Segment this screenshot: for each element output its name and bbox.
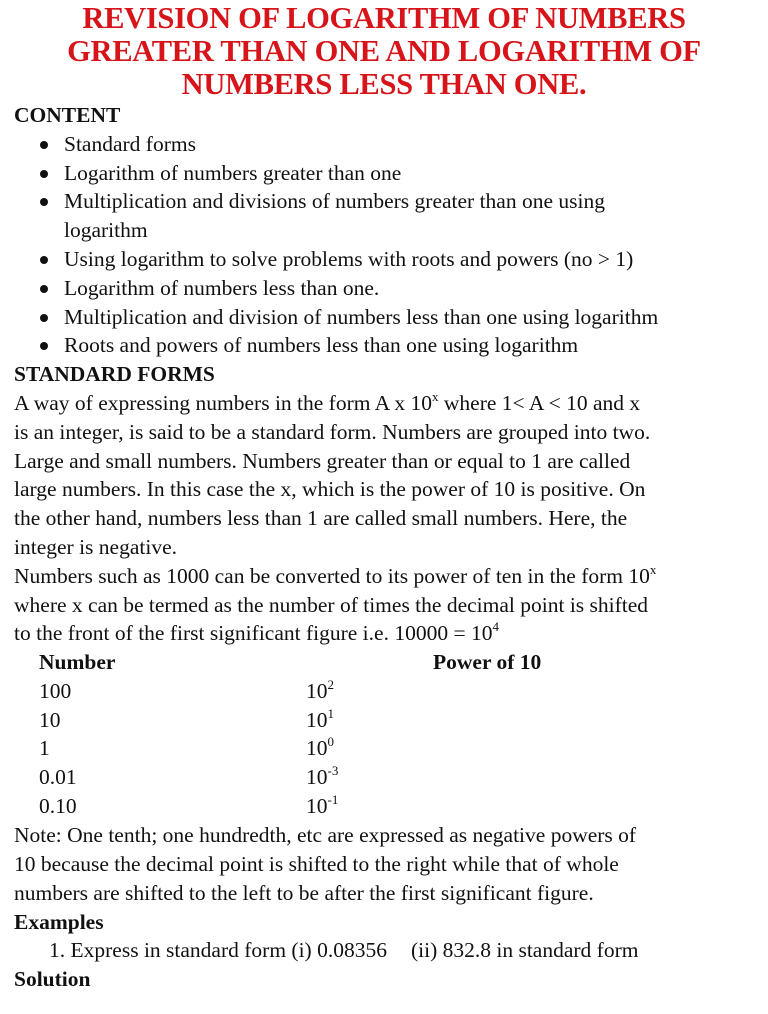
paragraph-line: the other hand, numbers less than 1 are called small numbers. Here, the <box>14 506 628 531</box>
bullet-icon <box>40 314 48 322</box>
example-number: 1. <box>49 938 66 963</box>
exponent: 4 <box>492 619 499 635</box>
document-body <box>0 101 768 994</box>
list-item <box>0 130 768 159</box>
paragraph-line: is an integer, is said to be a standard form. Numbers are grouped into two. <box>14 419 651 444</box>
table-cell-power <box>306 734 334 763</box>
list-item-text: Roots and powers of numbers less than one using logarithm <box>64 333 579 358</box>
title-line: NUMBERS LESS THAN ONE. <box>181 67 587 101</box>
paragraph-line: integer is negative. <box>14 534 177 559</box>
paragraph-line <box>14 562 758 591</box>
paragraph-line: Note: One tenth; one hundredth, etc are expressed as negative powers of <box>14 823 637 848</box>
example-text: Express in standard form (i) 0.08356 <box>70 938 387 963</box>
list-item-text: Logarithm of numbers greater than one <box>64 160 402 185</box>
solution-heading: Solution <box>14 967 91 992</box>
exponent: 2 <box>327 677 334 693</box>
power-base: 10 <box>306 794 328 819</box>
power-base: 10 <box>306 708 328 733</box>
table-cell-number: 10 <box>39 708 61 733</box>
bullet-icon <box>40 285 48 293</box>
paragraph-line <box>14 619 758 648</box>
table-cell-number: 100 <box>39 679 72 704</box>
list-item-text: Logarithm of numbers less than one. <box>64 275 380 300</box>
table-cell-number: 0.10 <box>39 794 77 819</box>
table-cell-power <box>306 792 338 821</box>
example-text: (ii) 832.8 in standard form <box>410 938 639 963</box>
exponent: -3 <box>327 763 339 779</box>
list-item-text: Multiplication and divisions of numbers greater than one using <box>64 189 605 214</box>
paragraph-line: large numbers. In this case the x, which is the power of 10 is positive. On <box>14 477 646 502</box>
table-cell-power <box>306 677 334 706</box>
bullet-icon <box>40 170 48 178</box>
title-line: GREATER THAN ONE AND LOGARITHM OF <box>67 34 701 68</box>
bullet-icon <box>40 198 48 206</box>
exponent: x <box>649 561 657 577</box>
content-list <box>0 130 768 360</box>
list-item <box>0 245 768 274</box>
standard-forms-paragraph <box>0 389 768 562</box>
list-item <box>0 187 768 245</box>
exponent: 0 <box>327 734 334 750</box>
paragraph-line: numbers are shifted to the left to be after the first significant figure. <box>14 880 594 905</box>
list-item <box>0 303 768 332</box>
power-of-ten-table <box>0 648 768 819</box>
page-title <box>0 0 768 101</box>
paragraph-line <box>14 389 758 418</box>
table-cell-number: 1 <box>39 736 50 761</box>
text-span: where 1< A < 10 and x <box>438 390 641 415</box>
list-item-text: logarithm <box>64 218 148 243</box>
standard-forms-heading: STANDARD FORMS <box>14 362 215 387</box>
title-line: REVISION OF LOGARITHM OF NUMBERS <box>82 1 686 35</box>
paragraph-line: Large and small numbers. Numbers greater than or equal to 1 are called <box>14 448 631 473</box>
paragraph-line: where x can be termed as the number of times the decimal point is shifted <box>14 592 649 617</box>
list-item-text: Using logarithm to solve problems with roots and powers (no > 1) <box>64 246 634 271</box>
power-base: 10 <box>306 736 328 761</box>
list-item <box>0 159 768 188</box>
list-item-text: Standard forms <box>64 131 196 156</box>
exponent: x <box>432 388 439 404</box>
bullet-icon <box>40 256 48 264</box>
list-item <box>0 331 768 360</box>
power-of-ten-paragraph <box>0 562 768 648</box>
example-item <box>0 936 768 965</box>
list-item-text: Multiplication and division of numbers less than one using logarithm <box>64 304 659 329</box>
bullet-icon <box>40 342 48 350</box>
table-header-power: Power of 10 <box>433 650 542 675</box>
paragraph-line: 10 because the decimal point is shifted to the right while that of whole <box>14 851 619 876</box>
exponent: -1 <box>327 792 339 808</box>
bullet-icon <box>40 141 48 149</box>
table-cell-power <box>306 763 338 792</box>
table-cell-power <box>306 706 334 735</box>
note-paragraph <box>0 821 768 907</box>
table-header-number: Number <box>39 650 116 675</box>
list-item <box>0 274 768 303</box>
power-base: 10 <box>306 765 328 790</box>
examples-heading: Examples <box>14 909 104 934</box>
power-base: 10 <box>306 679 328 704</box>
text-span: A way of expressing numbers in the form A x 10 <box>14 390 433 415</box>
text-span: to the front of the first significant figure i.e. 10000 = 10 <box>14 621 493 646</box>
exponent: 1 <box>327 706 334 722</box>
table-cell-number: 0.01 <box>39 765 77 790</box>
content-heading: CONTENT <box>14 103 121 127</box>
text-span: Numbers such as 1000 can be converted to its power of ten in the form 10 <box>14 563 650 588</box>
